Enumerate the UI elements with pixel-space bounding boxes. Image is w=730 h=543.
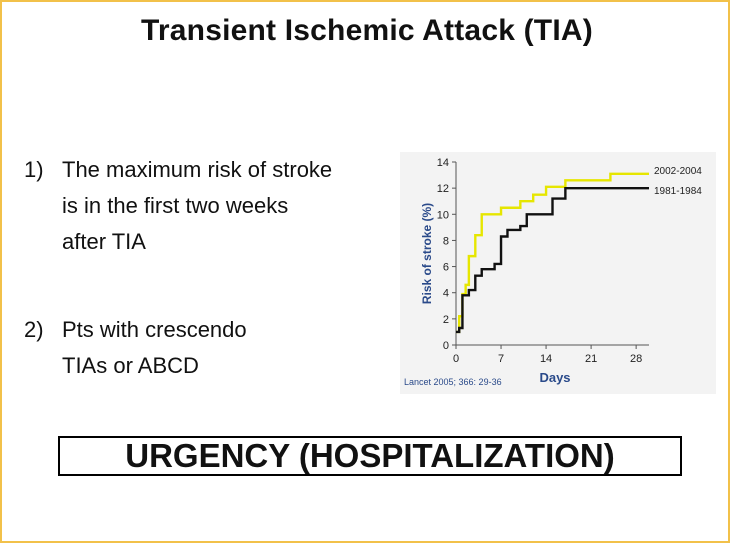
bullet-line: Pts with crescendo bbox=[62, 317, 247, 342]
chart-source-note: Lancet 2005; 366: 29-36 bbox=[404, 377, 502, 387]
x-axis-label: Days bbox=[539, 370, 571, 385]
y-tick-label: 6 bbox=[442, 261, 449, 274]
urgency-banner: URGENCY (HOSPITALIZATION) bbox=[58, 436, 682, 476]
x-tick-label: 7 bbox=[497, 353, 505, 365]
series-label: 2002-2004 bbox=[654, 165, 702, 177]
y-tick-label: 12 bbox=[436, 183, 449, 196]
y-tick-label: 14 bbox=[436, 157, 449, 169]
bullet-line: The maximum risk of stroke bbox=[62, 157, 333, 182]
x-tick-label: 21 bbox=[584, 353, 598, 365]
series-label: 1981-1984 bbox=[654, 186, 702, 198]
y-axis-label: Risk of stroke (%) bbox=[420, 202, 434, 305]
y-tick-label: 10 bbox=[436, 209, 449, 222]
bullet-number: 1) bbox=[24, 157, 44, 182]
slide-title: Transient Ischemic Attack (TIA) bbox=[141, 14, 593, 47]
y-tick-label: 0 bbox=[442, 340, 449, 352]
chart-svg bbox=[400, 152, 716, 394]
stroke-risk-chart bbox=[400, 152, 716, 394]
x-tick-label: 0 bbox=[452, 353, 460, 365]
y-tick-label: 4 bbox=[442, 287, 449, 300]
x-tick-label: 28 bbox=[630, 353, 643, 365]
y-tick-label: 8 bbox=[442, 235, 449, 248]
x-tick-label: 14 bbox=[539, 353, 553, 365]
series-line-1981-1984 bbox=[456, 188, 649, 332]
bullet-line: after TIA bbox=[62, 229, 146, 254]
bullet-number: 2) bbox=[24, 317, 44, 342]
y-tick-label: 2 bbox=[442, 313, 449, 326]
bullet-line: TIAs or ABCD bbox=[62, 353, 199, 378]
bullet-line: is in the first two weeks bbox=[62, 193, 289, 218]
